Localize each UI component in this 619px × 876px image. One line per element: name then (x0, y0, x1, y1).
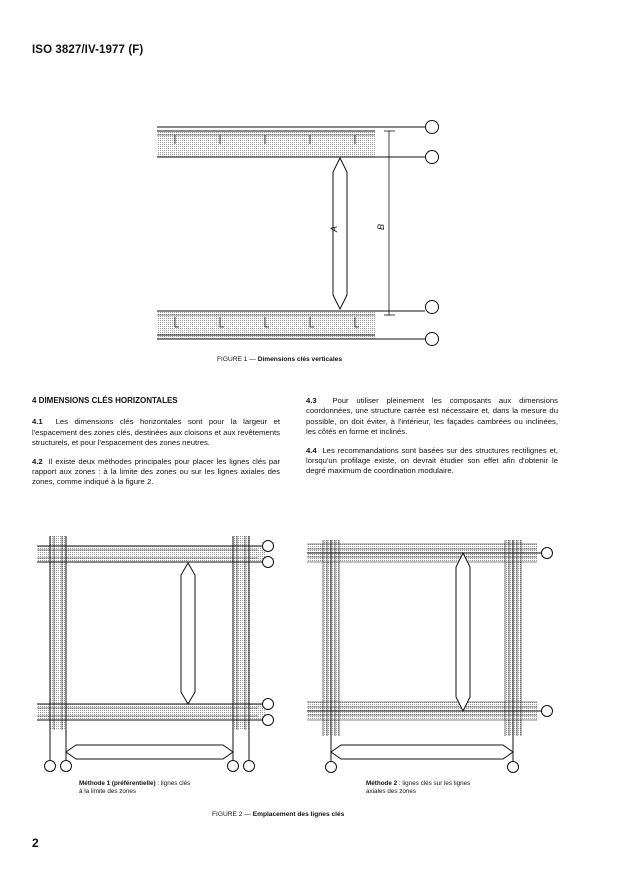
paragraph-4-1: 4.1 Les dimensions clés horizontales sont pour la largeur et l'espacement des zones clés, destinées aux cloisons et aux revêtements structurels, et pour l'espacement des zones neutres. (32, 417, 280, 448)
paragraph-4-4: 4.4 Les recommandations sont basées sur des structures rectilignes et, lorsqu'un profilage existe, on devrait étudier son effet afin d'obtenir le degré maximum de coordination modulaire. (306, 445, 558, 476)
method-2-legend: Méthode 2 : lignes clés sur les lignes axiales des zones (366, 780, 471, 795)
key-line-marker-circle (263, 541, 274, 552)
key-line-marker-circle (508, 762, 519, 773)
key-line-marker-circle (263, 715, 274, 726)
method-1-diagram (37, 536, 274, 772)
key-line-marker-circle (228, 761, 239, 772)
key-line-marker-circle (244, 761, 255, 772)
figure-2-caption: FIGURE 2 — Emplacement des lignes clés (212, 811, 345, 818)
key-line-marker-circle (45, 761, 56, 772)
paragraph-4-2: 4.2 Il existe deux méthodes principales pour placer les lignes clés par rapport aux zones : à la limite des zones ou sur les lignes axiales des zones, comme indiqué à la figure 2. (32, 456, 281, 487)
method-1-legend: Méthode 1 (préférentielle) : lignes clés à la limite des zones (79, 780, 191, 795)
key-line-marker-circle (263, 699, 274, 710)
page-number: 2 (32, 836, 39, 850)
key-line-marker-circle (263, 557, 274, 568)
figure-1-caption: FIGURE 1 — Dimensions clés verticales (217, 356, 342, 363)
dimension-a-label: A (329, 225, 340, 233)
document-header: ISO 3827/IV-1977 (F) (32, 44, 144, 56)
paragraph-4-3: 4.3 Pour utiliser pleinement les composants aux dimensions coordonnées, une structure carrée est nécessaire et, dans la mesure du possible, on doit éviter, à l'intérieur, les façades cambrées ou inclinées, les côtés en forme et inclinés. (306, 396, 558, 437)
dimension-b-label: B (376, 223, 387, 231)
key-line-marker-circle (542, 548, 553, 559)
key-line-marker-circle (326, 762, 337, 773)
key-line-marker-circle (61, 761, 72, 772)
key-line-marker-circle (542, 706, 553, 717)
method-2-diagram (307, 540, 553, 773)
section-heading: 4 DIMENSIONS CLÉS HORIZONTALES (32, 396, 178, 405)
